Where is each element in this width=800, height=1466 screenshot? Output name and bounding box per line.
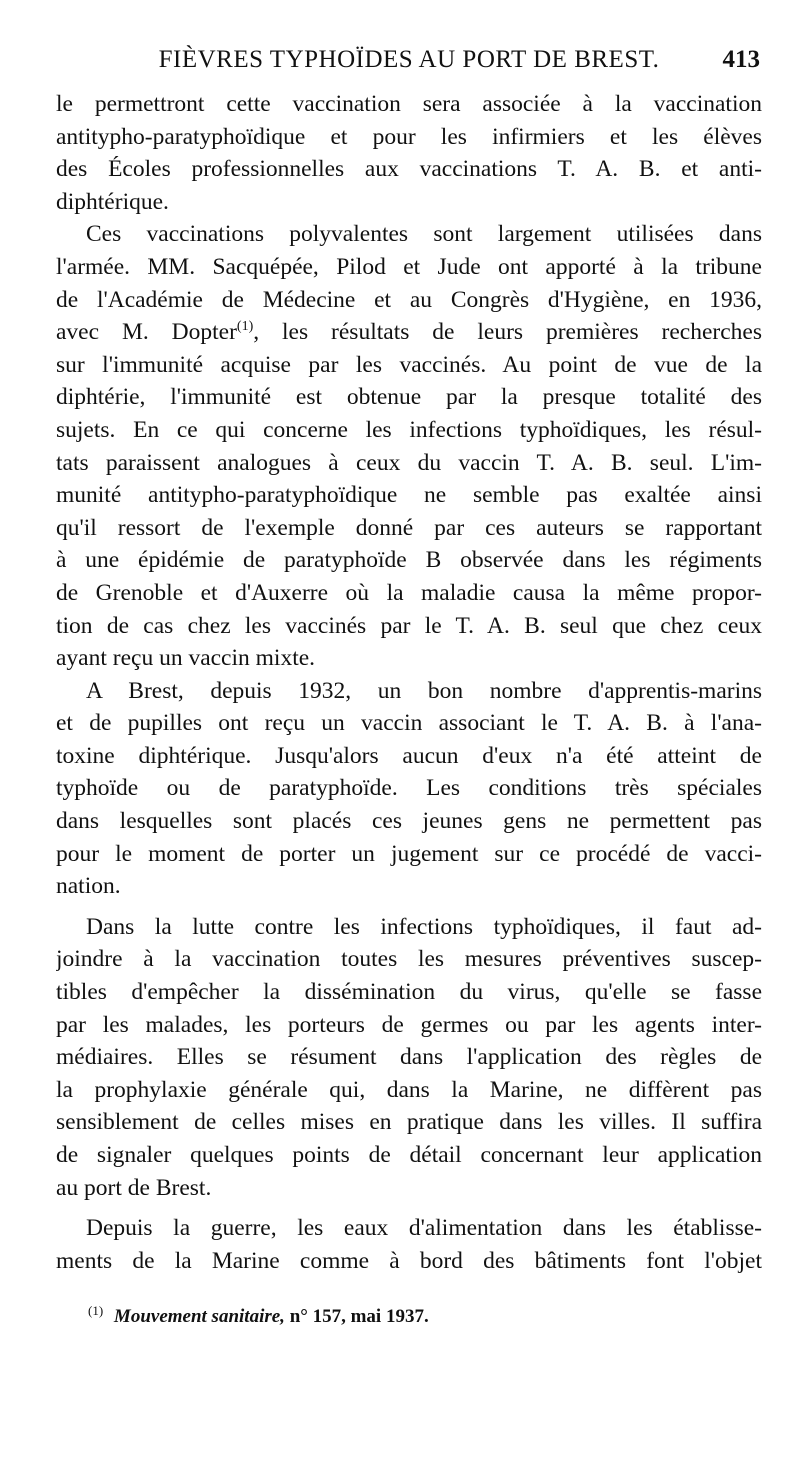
text-line: Dans la lutte contre les infections typhoïdiques, il faut ad-: [86, 913, 762, 940]
text-line: tibles d'empêcher la dissémination du virus, qu'elle se fasse: [56, 979, 762, 1006]
text-line: nation.: [56, 873, 121, 900]
text-line: à une épidémie de paratyphoïde B observée dans les régiments: [56, 547, 762, 574]
text-segment: avec M. Dopter: [56, 319, 237, 346]
text-line: antitypho-paratyphoïdique et pour les infirmiers et les élèves: [56, 123, 762, 150]
text-line: de l'Académie de Médecine et au Congrès d'Hygiène, en 1936,: [56, 286, 762, 313]
text-line: la prophylaxie générale qui, dans la Marine, ne diffèrent pas: [56, 1076, 762, 1103]
text-line: sur l'immunité acquise par les vaccinés. Au point de vue de la: [56, 351, 762, 378]
text-line-with-footnote-ref: [56, 316, 762, 349]
text-line: ments de la Marine comme à bord des bâtiments font l'objet: [56, 1247, 762, 1274]
text-line: qu'il ressort de l'exemple donné par ces auteurs se rapportant: [56, 514, 762, 541]
paragraph: [56, 675, 762, 903]
footnote-details: n° 157, mai 1937.: [289, 1306, 429, 1327]
text-line: de signaler quelques points de détail concernant leur application: [56, 1142, 762, 1168]
text-line: ayant reçu un vaccin mixte.: [56, 645, 316, 672]
text-line: tion de cas chez les vaccinés par le T. A. B. seul que chez ceux: [56, 612, 762, 639]
text-line: munité antitypho-paratyphoïdique ne semble pas exaltée ainsi: [56, 482, 762, 509]
text-line: joindre à la vaccination toutes les mesures préventives suscep-: [56, 946, 762, 973]
text-line: l'armée. MM. Sacquépée, Pilod et Jude ont apporté à la tribune: [56, 253, 762, 280]
text-line: Ces vaccinations polyvalentes sont largement utilisées dans: [86, 221, 762, 248]
body-text: [56, 88, 762, 1277]
paragraph: [56, 1212, 762, 1277]
footnote-marker: (1): [88, 1303, 104, 1318]
text-segment: , les résultats de leurs premières recherches: [253, 319, 762, 346]
paragraph: [56, 218, 762, 674]
text-line: A Brest, depuis 1932, un bon nombre d'apprentis-marins: [86, 677, 762, 704]
page-number: 413: [722, 46, 760, 73]
footnote-source: Mouvement sanitaire,: [113, 1306, 285, 1327]
text-line: de Grenoble et d'Auxerre où la maladie causa la même propor-: [56, 579, 762, 606]
text-line: tats paraissent analogues à ceux du vaccin T. A. B. seul. L'im-: [56, 449, 762, 476]
footnote-reference: (1): [236, 319, 254, 335]
text-line: le permettront cette vaccination sera associée à la vaccination: [56, 91, 762, 117]
text-line: sujets. En ce qui concerne les infections typhoïdiques, les résul-: [56, 416, 762, 443]
text-line: des Écoles professionnelles aux vaccinations T. A. B. et anti-: [56, 156, 762, 183]
text-line: et de pupilles ont reçu un vaccin associant le T. A. B. à l'ana-: [56, 710, 762, 737]
text-line: médiaires. Elles se résument dans l'application des règles de: [56, 1044, 762, 1071]
footnote: [88, 1298, 762, 1330]
text-line: diphtérie, l'immunité est obtenue par la presque totalité des: [56, 384, 762, 411]
text-line: Depuis la guerre, les eaux d'alimentation dans les établisse-: [86, 1215, 762, 1242]
text-line: dans lesquelles sont placés ces jeunes gens ne permettent pas: [56, 808, 762, 835]
text-line: diphtérique.: [56, 188, 169, 215]
running-head: [56, 44, 762, 76]
text-line: pour le moment de porter un jugement sur ce procédé de vacci-: [56, 840, 762, 867]
paragraph: [56, 911, 762, 1204]
text-line: typhoïde ou de paratyphoïde. Les conditions très spéciales: [56, 775, 762, 802]
text-line: sensiblement de celles mises en pratique dans les villes. Il suffira: [56, 1109, 762, 1136]
running-title: FIÈVRES TYPHOÏDES AU PORT DE BREST.: [158, 46, 660, 73]
text-line: toxine diphtérique. Jusqu'alors aucun d'eux n'a été atteint de: [56, 742, 762, 769]
text-line: par les malades, les porteurs de germes ou par les agents inter-: [56, 1011, 762, 1038]
paragraph: [56, 88, 762, 218]
text-line: au port de Brest.: [56, 1174, 212, 1201]
